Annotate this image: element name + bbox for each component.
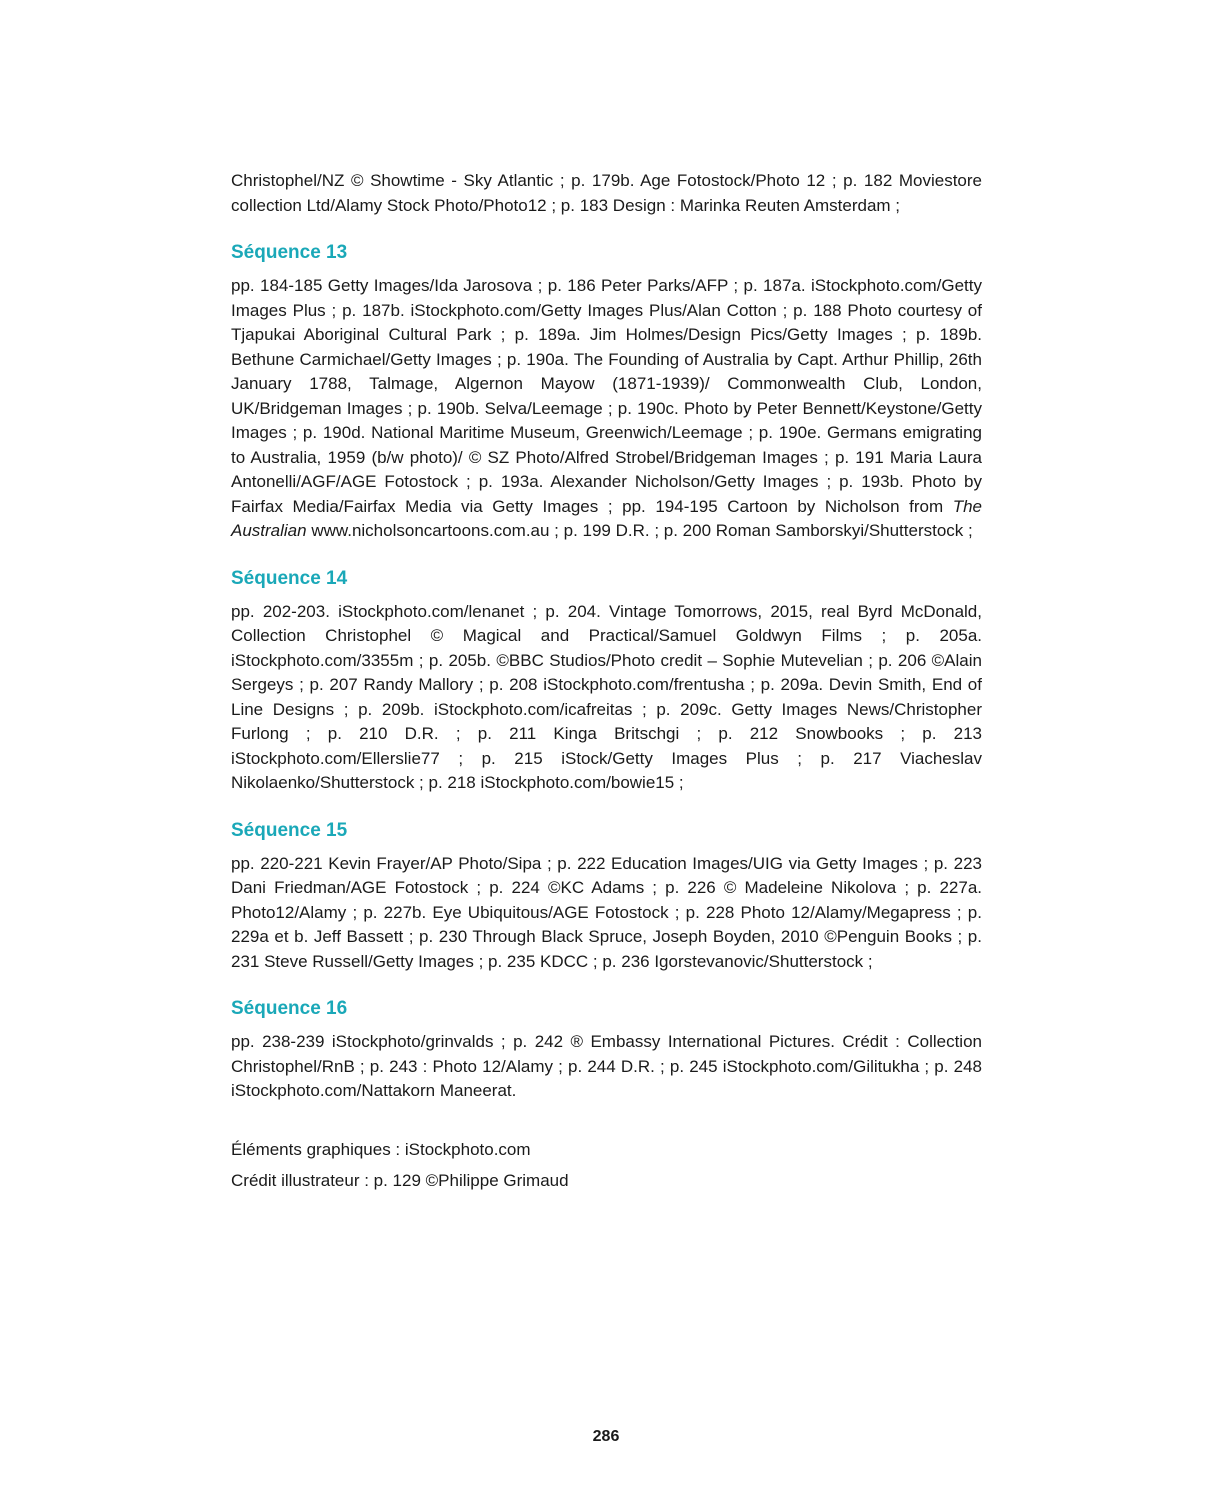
section-heading-15: Séquence 15: [231, 819, 348, 841]
section-text-15: pp. 220-221 Kevin Frayer/AP Photo/Sipa ; p. 222 Education Images/UIG via Getty Images ; p. 223 Dani Friedman/AGE Fotostock ; p. 224 ©KC Adams ; p. 226 © Madeleine Nikolova ; p. 227a. Photo12/Alamy ; p. 227b. Eye Ubiquitous/AGE Fotostock ; p. 228 Photo 12/Alamy/Megapress ; p. 229a et b. Jeff Bassett ; p. 230 Through Black Spruce, Joseph Boyden, 2010 ©Penguin Books ; p. 231 Steve Russell/Getty Images ; p. 235 KDCC ; p. 236 Igorstevanovic/Shutterstock ;: [231, 853, 982, 971]
section-text-16: pp. 238-239 iStockphoto/grinvalds ; p. 242 ® Embassy International Pictures. Crédit : Collection Christophel/RnB ; p. 243 : Photo 12/Alamy ; p. 244 D.R. ; p. 245 iStockphoto.com/Gilitukha ; p. 248 iStockphoto.com/Nattakorn Maneerat.: [231, 1032, 982, 1100]
section-heading-16: Séquence 16: [231, 998, 348, 1019]
newspaper-title: The Australian: [231, 496, 982, 540]
credits-content: [231, 169, 982, 1193]
graphic-elements-credit: Éléments graphiques : iStockphoto.com: [231, 1139, 531, 1159]
page-number: 286: [592, 1428, 620, 1445]
section-heading-14: Séquence 14: [231, 567, 348, 589]
section-text-13-part2: www.nicholsoncartoons.com.au ; p. 199 D.R. ; p. 200 Roman Samborskyi/Shutterstock ;: [306, 521, 973, 540]
intro-paragraph: Christophel/NZ © Showtime - Sky Atlantic ; p. 179b. Age Fotostock/Photo 12 ; p. 182 Moviestore collection Ltd/Alamy Stock Photo/Photo12 ; p. 183 Design : Marinka Reuten Amsterdam ;: [231, 171, 982, 215]
section-text-13: [231, 274, 982, 544]
section-heading-13: Séquence 13: [231, 242, 348, 263]
section-text-13-part1: pp. 184-185 Getty Images/Ida Jarosova ; p. 186 Peter Parks/AFP ; p. 187a. iStockphoto.com/Getty Images Plus ; p. 187b. iStockphoto.com/Getty Images Plus/Alan Cotton ; p. 188 Photo courtesy of Tjapukai Aboriginal Cultural Park ; p. 189a. Jim Holmes/Design Pics/Getty Images ; p. 189b. Bethune Carmichael/Getty Images ; p. 190a. The Founding of Australia by Capt. Arthur Phillip, 26th January 1788, Talmage, Algernon Mayow (1871-1939)/ Commonwealth Club, London, UK/Bridgeman Images ; p. 190b. Selva/Leemage ; p. 190c. Photo by Peter Bennett/Keystone/Getty Images ; p. 190d. National Maritime Museum, Greenwich/Leemage ; p. 190e. Germans emigrating to Australia, 1959 (b/w photo)/ © SZ Photo/Alfred Strobel/Bridgeman Images ; p. 191 Maria Laura Antonelli/AGF/AGE Fotostock ; p. 193a. Alexander Nicholson/Getty Images ; p. 193b. Photo by Fairfax Media/Fairfax Media via Getty Images ; pp. 194-195 Cartoon by Nicholson from: [231, 276, 982, 516]
illustrator-credit: Crédit illustrateur : p. 129 ©Philippe Grimaud: [231, 1170, 569, 1190]
section-text-14: pp. 202-203. iStockphoto.com/lenanet ; p. 204. Vintage Tomorrows, 2015, real Byrd McDonald, Collection Christophel © Magical and Practical/Samuel Goldwyn Films ; p. 205a. iStockphoto.com/3355m ; p. 205b. ©BBC Studios/Photo credit – Sophie Mutevelian ; p. 206 ©Alain Sergeys ; p. 207 Randy Mallory ; p. 208 iStockphoto.com/frentusha ; p. 209a. Devin Smith, End of Line Designs ; p. 209b. iStockphoto.com/icafreitas ; p. 209c. Getty Images News/Christopher Furlong ; p. 210 D.R. ; p. 211 Kinga Britschgi ; p. 212 Snowbooks ; p. 213 iStockphoto.com/Ellerslie77 ; p. 215 iStock/Getty Images Plus ; p. 217 Viacheslav Nikolaenko/Shutterstock ; p. 218 iStockphoto.com/bowie15 ;: [231, 601, 982, 792]
